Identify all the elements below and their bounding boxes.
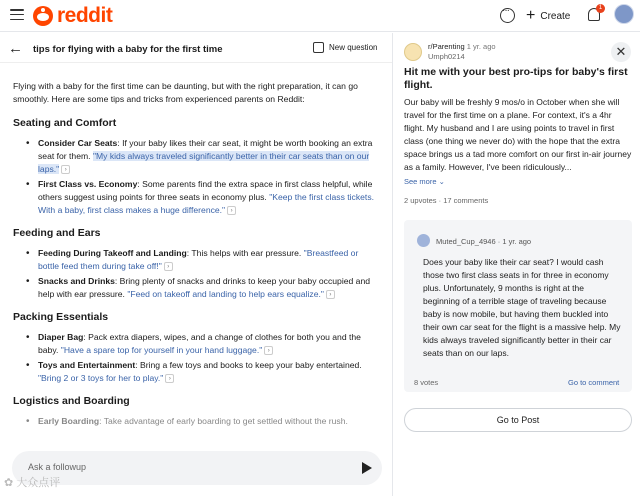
post-title[interactable]: Hit me with your best pro-tips for baby's first flight. bbox=[404, 66, 628, 91]
tip-title: Toys and Entertainment bbox=[38, 360, 136, 370]
go-to-comment-link[interactable]: Go to comment bbox=[568, 378, 620, 387]
watermark: ✿ 大众点评 bbox=[4, 477, 61, 489]
tips-list bbox=[13, 331, 381, 385]
menu-icon[interactable] bbox=[10, 9, 24, 21]
comment-meta bbox=[436, 237, 531, 246]
tip-quote-link[interactable]: "Feed on takeoff and landing to help ears equalize." bbox=[127, 289, 324, 299]
comment-body: Does your baby like their car seat? I would cash those two first class seats in for three in economy plus. Unfortunately, 9 months is right at the beginning of a terrible stage of traveling because baby is now mobile, but having them buckled into their own car seat for the flight is a massive help. My kids always traveled significantly better in their car seats than on our laps. bbox=[423, 257, 621, 358]
answer-content bbox=[13, 80, 381, 438]
tip-quote-link[interactable]: "Bring 2 or 3 toys for her to play." bbox=[38, 373, 164, 383]
post-meta bbox=[428, 42, 496, 62]
tip-text: : Some parents find the extra space in first class helpful, while others suggest using points for three seats in economy plus. bbox=[38, 179, 373, 202]
plus-icon: + bbox=[526, 7, 536, 24]
comment-votes: 8 votes bbox=[414, 378, 439, 387]
create-label: Create bbox=[540, 10, 571, 22]
answer-header bbox=[0, 33, 392, 63]
reddit-logo[interactable] bbox=[33, 4, 112, 28]
section-heading: Packing Essentials bbox=[13, 311, 109, 323]
send-icon[interactable] bbox=[362, 462, 372, 474]
source-post-panel bbox=[392, 33, 640, 496]
source-arrow-icon[interactable]: › bbox=[61, 165, 70, 174]
tip-title: First Class vs. Economy bbox=[38, 179, 138, 189]
post-time: 1 yr. ago bbox=[466, 42, 496, 51]
user-avatar[interactable] bbox=[614, 4, 634, 24]
source-arrow-icon[interactable]: › bbox=[326, 290, 335, 299]
list-item bbox=[38, 415, 381, 428]
post-author[interactable]: Umph0214 bbox=[428, 52, 465, 61]
logo-text: reddit bbox=[57, 4, 113, 27]
answer-title: tips for flying with a baby for the first time bbox=[33, 44, 223, 55]
tips-list bbox=[13, 137, 381, 217]
tip-text: : Take advantage of early boarding to get settled without the rush. bbox=[99, 416, 348, 426]
reddit-snoo-icon bbox=[33, 6, 53, 26]
tip-title: Consider Car Seats bbox=[38, 138, 118, 148]
tip-text: : This helps with ear pressure. bbox=[186, 248, 304, 258]
tip-quote-link[interactable]: "Breastfeed or bottle feed them during take off!" bbox=[38, 248, 359, 271]
tip-text: : Bring plenty of snacks and drinks to keep your baby occupied and help with ear pressure. bbox=[38, 276, 371, 299]
subreddit-icon bbox=[404, 43, 422, 61]
followup-placeholder: Ask a followup bbox=[28, 462, 87, 472]
list-item bbox=[38, 331, 381, 357]
post-stats: 2 upvotes · 17 comments bbox=[404, 196, 489, 205]
tip-text: : If your baby likes their car seat, it might be worth booking an extra seat for them. bbox=[38, 138, 373, 161]
comment-card bbox=[404, 220, 632, 392]
source-arrow-icon[interactable]: › bbox=[227, 206, 236, 215]
post-body: Our baby will be freshly 9 mos/o in October when she will travel for the first time on a plane. For context, it's a 4hr flight. My husband and I are using points to travel in first class (one thing we never do) with the hope that the extra space brings us a tad more comfort on our first in-air journey as a family. However, I've been ridiculously... bbox=[404, 97, 632, 172]
tip-title: Diaper Bag bbox=[38, 332, 84, 342]
answer-intro: Flying with a baby for the first time can be daunting, but with the right preparation, it can go smoothly. Here are some tips and tricks from experienced parents on Reddit: bbox=[13, 81, 358, 104]
tips-list bbox=[13, 415, 381, 428]
list-item bbox=[38, 247, 381, 273]
list-item bbox=[38, 178, 381, 217]
notification-badge: 1 bbox=[596, 4, 605, 13]
tip-quote-link[interactable]: "Have a spare top for yourself in your hand luggage." bbox=[60, 345, 263, 355]
source-arrow-icon[interactable]: › bbox=[165, 374, 174, 383]
tips-list bbox=[13, 247, 381, 301]
tip-title: Snacks and Drinks bbox=[38, 276, 115, 286]
list-item bbox=[38, 137, 381, 176]
see-more-link[interactable]: See more ⌄ bbox=[404, 177, 445, 186]
top-bar bbox=[0, 0, 640, 32]
edit-icon bbox=[313, 42, 324, 53]
section-heading: Logistics and Boarding bbox=[13, 395, 130, 407]
go-to-post-button[interactable]: Go to Post bbox=[404, 408, 632, 432]
subreddit-name[interactable]: r/Parenting bbox=[428, 42, 465, 51]
tip-title: Feeding During Takeoff and Landing bbox=[38, 248, 187, 258]
tip-text: : Pack extra diapers, wipes, and a change of clothes for both you and the baby. bbox=[38, 332, 361, 355]
section-heading: Feeding and Ears bbox=[13, 227, 101, 239]
answer-pane bbox=[0, 33, 392, 496]
tip-quote-link[interactable]: "My kids always traveled significantly better in their car seats than on our laps." bbox=[38, 151, 370, 174]
list-item bbox=[38, 359, 381, 385]
close-button[interactable]: ✕ bbox=[611, 42, 631, 62]
tip-title: Early Boarding bbox=[38, 416, 100, 426]
list-item bbox=[38, 275, 381, 301]
create-button[interactable] bbox=[526, 6, 570, 26]
tip-text: : Bring a few toys and books to keep your baby entertained. bbox=[135, 360, 362, 370]
tip-quote-link[interactable]: "Keep the first class tickets. With a baby, first class makes a huge difference." bbox=[38, 192, 375, 215]
new-question-label: New question bbox=[329, 43, 378, 52]
back-arrow-icon[interactable]: ← bbox=[8, 40, 23, 57]
chat-icon[interactable] bbox=[500, 8, 515, 23]
commenter-avatar bbox=[417, 234, 430, 247]
section-heading: Seating and Comfort bbox=[13, 117, 117, 129]
comment-time: · 1 yr. ago bbox=[497, 237, 532, 246]
new-question-button[interactable] bbox=[313, 42, 377, 53]
commenter-name[interactable]: Muted_Cup_4946 bbox=[436, 237, 496, 246]
followup-input[interactable] bbox=[12, 451, 382, 485]
source-arrow-icon[interactable]: › bbox=[264, 346, 273, 355]
source-arrow-icon[interactable]: › bbox=[164, 262, 173, 271]
